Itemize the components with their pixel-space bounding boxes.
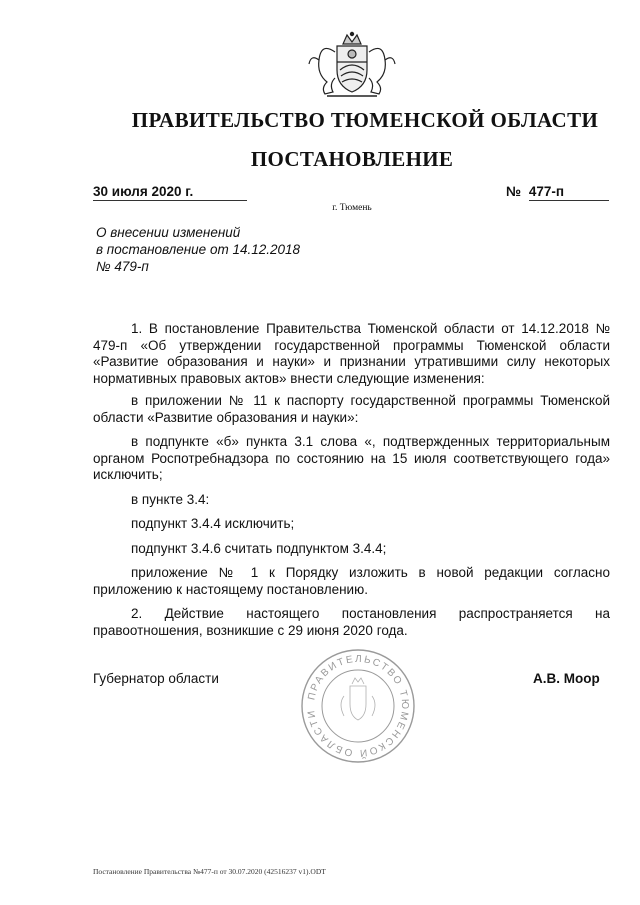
subject-line: № 479-п: [96, 259, 149, 274]
body-paragraph: 1. В постановление Правительства Тюменской области от 14.12.2018 № 479-п «Об утверждении государственной программы Тюменской области «Развитие образования и науки» и признании утратившими силу некоторых нормативных правовых актов» внести следующие изменения:: [93, 321, 610, 386]
svg-text:ПРАВИТЕЛЬСТВО ТЮМЕНСКОЙ ОБЛАСТ: ПРАВИТЕЛЬСТВО ТЮМЕНСКОЙ ОБЛАСТИ: [305, 653, 411, 759]
document-number: 477-п: [529, 184, 609, 201]
subject-line: в постановление от 14.12.2018: [96, 242, 301, 257]
document-number-block: [506, 184, 609, 201]
body-paragraph: подпункт 3.4.4 исключить;: [131, 516, 295, 531]
document-type: ПОСТАНОВЛЕНИЕ: [250, 147, 454, 171]
official-seal-icon: [298, 646, 418, 766]
document-body: [93, 321, 610, 647]
signer-name: А.В. Моор: [533, 671, 600, 686]
body-paragraph: подпункт 3.4.6 считать подпунктом 3.4.4;: [131, 540, 387, 556]
government-title: ПРАВИТЕЛЬСТВО ТЮМЕНСКОЙ ОБЛАСТИ: [131, 108, 599, 132]
document-date: 30 июля 2020 г.: [93, 184, 247, 201]
document-subject: [96, 224, 356, 275]
document-footer: Постановление Правительства №477-п от 30.07.2020 (42516237 v1).ODT: [93, 867, 326, 876]
subject-line: О внесении изменений: [96, 225, 241, 240]
body-paragraph: в приложении № 11 к паспорту государственной программы Тюменской области «Развитие образования и науки»:: [93, 393, 610, 425]
body-paragraph: в подпункте «б» пункта 3.1 слова «, подтвержденных территориальным органом Роспотребнадзора по состоянию на 15 июля соответствующего года» исключить;: [93, 434, 610, 482]
coat-of-arms-icon: [297, 30, 407, 102]
body-paragraph: 2. Действие настоящего постановления распространяется на правоотношения, возникшие с 29 июня 2020 года.: [93, 606, 610, 638]
signer-title: Губернатор области: [93, 671, 219, 686]
body-paragraph: в пункте 3.4:: [131, 491, 210, 507]
body-paragraph: приложение № 1 к Порядку изложить в новой редакции согласно приложению к настоящему постановлению.: [93, 565, 610, 597]
issue-city: г. Тюмень: [332, 203, 372, 213]
number-sign: №: [506, 184, 522, 199]
